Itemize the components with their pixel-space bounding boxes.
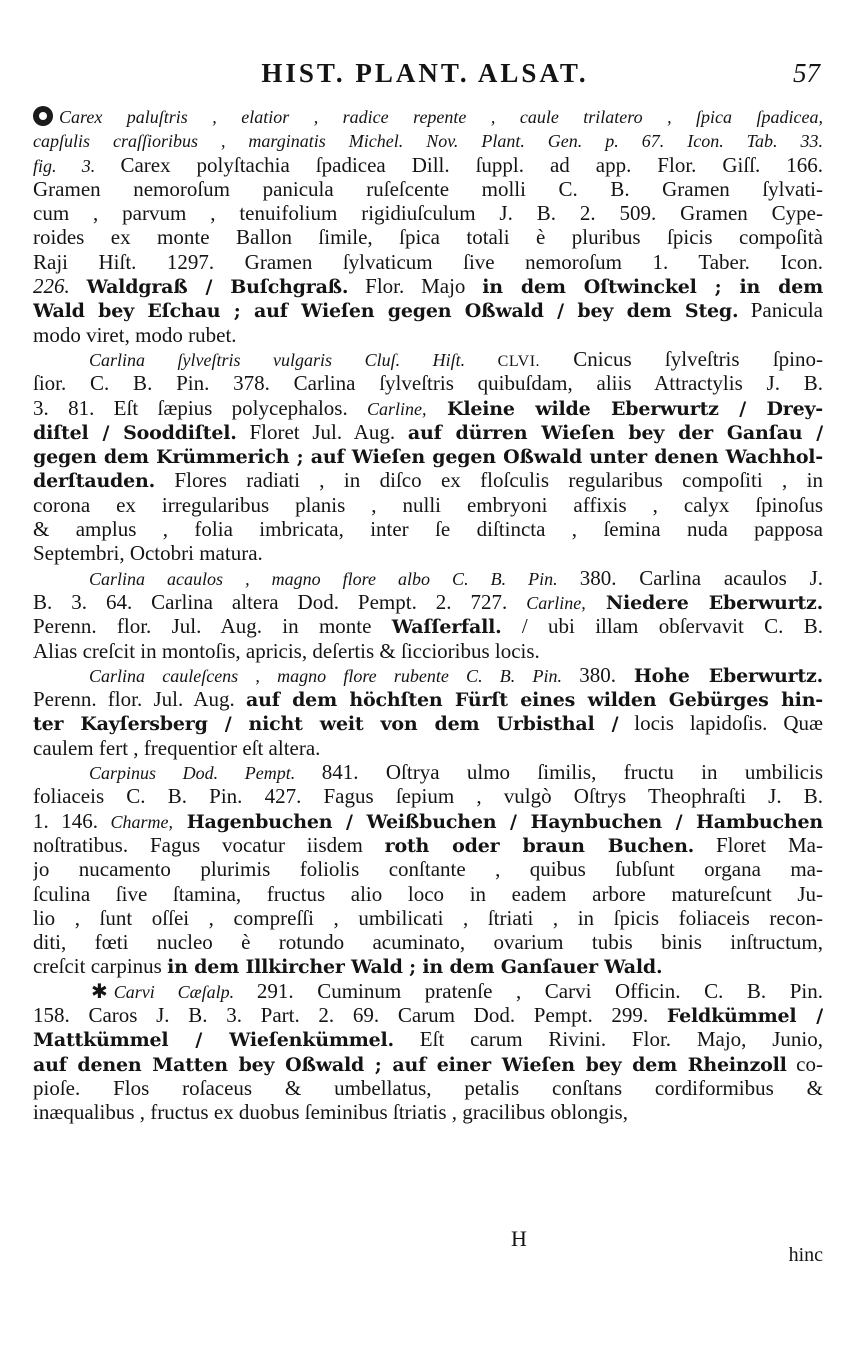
- text-line: [33, 1027, 823, 1051]
- text-line: [33, 736, 823, 760]
- text-line: [33, 371, 823, 395]
- text-segment: in dem Oſtwinckel ; in dem: [482, 276, 823, 299]
- text-line: [33, 930, 823, 954]
- catchword: hinc: [788, 1244, 823, 1266]
- text-segment: Raji Hiſt. 1297. Gramen ſylvaticum ſive nemoroſum 1. Taber. Icon.: [33, 249, 823, 274]
- page-footer: [33, 1226, 823, 1266]
- text-segment: 380. Carlina acaulos J.: [579, 565, 823, 590]
- running-head: [0, 56, 850, 90]
- text-segment: pioſe. Flos roſaceus & umbellatus, petalis conſtans cordiformibus &: [33, 1075, 823, 1100]
- text-segment: corona ex irregularibus planis , nulli embryoni affixis , calyx ſpinoſus: [33, 492, 823, 517]
- text-segment: roth oder braun Buchen.: [384, 834, 695, 857]
- text-segment: foliaceis C. B. Pin. 427. Fagus ſepium , vulgò Oſtrys Theophraſti J. B.: [33, 784, 823, 809]
- text-segment: gegen dem Krümmerich ; auf Wieſen gegen Oßwald unter denen Wachhol-: [33, 446, 823, 469]
- text-segment: lio , ſunt oſſei , compreſſi , umbilicati , ſtriati , in ſpicis foliaceis recon-: [33, 905, 823, 930]
- text-segment: diſtel / Sooddiſtel.: [33, 421, 237, 444]
- text-segment: Alias creſcit in montoſis, apricis, deſertis & ſiccioribus locis.: [33, 638, 540, 663]
- text-line: [33, 541, 823, 565]
- text-line: [33, 760, 823, 784]
- text-segment: Perenn. flor. Jul. Aug.: [33, 687, 246, 712]
- text-segment: CLVI.: [497, 352, 541, 370]
- text-segment: Cnicus ſylveſtris ſpino-: [540, 346, 823, 371]
- text-segment: modo viret, modo rubet.: [33, 322, 237, 347]
- page-number: 57: [793, 58, 820, 88]
- text-segment: 841. Oſtrya ulmo ſimilis, fructu in umbilicis: [321, 760, 823, 785]
- text-segment: Hagenbuchen / Weißbuchen / Haynbuchen / Hambuchen: [173, 810, 823, 833]
- text-segment: creſcit carpinus: [33, 954, 168, 979]
- text-segment: co-: [786, 1051, 823, 1076]
- text-segment: fig. 3.: [33, 155, 121, 176]
- text-line: [33, 1076, 823, 1100]
- text-line: [33, 711, 823, 735]
- text-segment: derſtauden.: [33, 470, 156, 493]
- text-segment: Flor. Majo: [348, 274, 483, 299]
- text-segment: inæqualibus , fructus ex duobus ſeminibus ſtriatis , gracilibus oblongis,: [33, 1100, 628, 1125]
- text-line: [33, 1003, 823, 1027]
- text-line: [33, 201, 823, 225]
- text-segment: locis lapidoſis. Quæ: [618, 711, 823, 736]
- text-segment: Perenn. flor. Jul. Aug. in monte: [33, 614, 392, 639]
- text-segment: 158. Caros J. B. 3. Part. 2. 69. Carum Dod. Pempt. 299.: [33, 1002, 667, 1027]
- text-line: [33, 420, 823, 444]
- text-line: [33, 298, 823, 322]
- text-segment: Flores radiati , in diſco ex floſculis regularibus compoſiti , in: [155, 468, 823, 493]
- text-segment: Carlina acaulos , magno flore albo C. B. Pin.: [89, 568, 580, 589]
- text-segment: Hohe Eberwurtz.: [633, 664, 823, 687]
- text-segment: Kleine wilde Eberwurtz / Drey-: [426, 397, 823, 420]
- text-line: [33, 444, 823, 468]
- text-segment: Carline,: [367, 398, 427, 419]
- text-line: [33, 882, 823, 906]
- text-segment: ſculina ſive ſtamina, fructus alio loco in eadem arbore matureſcunt Ju-: [33, 881, 823, 906]
- text-line: [33, 517, 823, 541]
- text-segment: Carex polyſtachia ſpadicea Dill. ſuppl. ad app. Flor. Giſſ. 166.: [120, 152, 823, 177]
- text-line: [33, 809, 823, 833]
- text-segment: auf denen Matten bey Oßwald ; auf einer Wieſen bey dem Rheinzoll: [33, 1053, 787, 1076]
- running-title: HIST. PLANT. ALSAT.: [261, 58, 589, 88]
- text-segment: roides ex monte Ballon ſimile, ſpica totali è pluribus ſpicis compoſità: [33, 225, 823, 250]
- text-segment: caulem fert , frequentior eſt altera.: [33, 735, 321, 760]
- text-line: [33, 833, 823, 857]
- text-line: [33, 1100, 823, 1124]
- text-segment: Gramen nemoroſum panicula ruſeſcente molli C. B. Gramen ſylvati-: [33, 176, 823, 201]
- text-segment: Carex paluſtris , elatior , radice repente , caule trilatero , ſpica ſpadicea,: [59, 107, 823, 127]
- text-segment: Septembri, Octobri matura.: [33, 541, 263, 566]
- text-segment: Wald bey Eſchau ; auf Wieſen gegen Oßwald / bey dem Steg.: [33, 300, 739, 323]
- text-line: [33, 857, 823, 881]
- text-segment: Eſt carum Rivini. Flor. Majo, Junio,: [393, 1027, 823, 1052]
- text-segment: diti, fœti nucleo è rotundo acuminato, ovarium tubis binis inſtructum,: [33, 930, 823, 955]
- text-segment: Carvi Cæſalp.: [113, 981, 257, 1002]
- text-line: [33, 274, 823, 298]
- text-segment: Charme,: [110, 811, 174, 832]
- text-line: [33, 347, 823, 371]
- text-line: [33, 614, 823, 638]
- text-line: [33, 663, 823, 687]
- text-segment: in dem Illkircher Wald ; in dem Ganſauer Wald.: [167, 956, 663, 979]
- text-line: [33, 128, 823, 152]
- filled-circle-ornament-icon: [33, 106, 53, 126]
- text-line: [33, 468, 823, 492]
- text-segment: B. 3. 64. Carlina altera Dod. Pempt. 2. 727.: [33, 589, 527, 614]
- text-line: [33, 396, 823, 420]
- text-line: [33, 153, 823, 177]
- text-line: [33, 493, 823, 517]
- text-segment: Carlina ſylveſtris vulgaris Cluſ. Hiſt.: [89, 349, 498, 370]
- text-segment: auf dürren Wieſen bey der Ganſau /: [407, 421, 823, 444]
- text-segment: 226.: [33, 274, 87, 299]
- text-line: [33, 687, 823, 711]
- text-segment: Panicula: [738, 298, 823, 323]
- text-line: [33, 225, 823, 249]
- text-segment: capſulis craſſioribus , marginatis Michel. Nov. Plant. Gen. p. 67. Icon. Tab. 33.: [33, 131, 823, 152]
- text-segment: 3. 81. Eſt ſæpius polycephalos.: [33, 395, 368, 420]
- text-line: [33, 177, 823, 201]
- body-text: [33, 104, 823, 1316]
- text-segment: Carlina cauleſcens , magno flore rubente C. B. Pin.: [89, 665, 580, 686]
- text-line: [33, 566, 823, 590]
- text-segment: ſior. C. B. Pin. 378. Carlina ſylveſtris quibuſdam, aliis Attractylis J. B.: [33, 371, 823, 396]
- text-line: [33, 1052, 823, 1076]
- text-segment: auf dem höchſten Fürſt eines wilden Gebürges hin-: [245, 689, 823, 712]
- text-line: [33, 906, 823, 930]
- text-segment: Niedere Eberwurtz.: [585, 591, 823, 614]
- text-segment: Waldgraß / Buſchgraß.: [86, 276, 349, 299]
- text-line: [33, 104, 823, 128]
- text-line: [33, 323, 823, 347]
- text-segment: 380.: [579, 662, 634, 687]
- text-segment: Feldkümmel /: [666, 1004, 823, 1027]
- text-line: [33, 979, 823, 1003]
- asterisk-icon: ✱: [91, 980, 108, 1003]
- text-segment: ter Kayſersberg / nicht weit von dem Urbisthal /: [33, 713, 619, 736]
- text-line: [33, 784, 823, 808]
- text-segment: Carpinus Dod. Pempt.: [89, 763, 322, 784]
- text-segment: Floret Jul. Aug.: [236, 419, 408, 444]
- text-segment: Floret Ma-: [694, 832, 823, 857]
- text-segment: Waſſerfall.: [391, 616, 502, 639]
- text-segment: jo nucamento plurimis foliolis conſtante , quibus ſubſunt organa ma-: [33, 857, 823, 882]
- text-segment: 1. 146.: [33, 808, 111, 833]
- text-segment: noſtratibus. Fagus vocatur iisdem: [33, 832, 385, 857]
- signature-mark: H: [511, 1226, 527, 1251]
- text-line: [33, 590, 823, 614]
- text-segment: 291. Cuminum pratenſe , Carvi Officin. C. B. Pin.: [256, 978, 823, 1003]
- text-segment: Mattkümmel / Wieſenkümmel.: [33, 1029, 394, 1052]
- text-line: [33, 250, 823, 274]
- text-segment: cum , parvum , tenuifolium rigidiuſculum J. B. 2. 509. Gramen Cype-: [33, 201, 823, 226]
- text-line: [33, 954, 823, 978]
- text-segment: / ubi illam obſervavit C. B.: [501, 614, 823, 639]
- text-segment: & amplus , folia imbricata, inter ſe diſtincta , ſemina nuda papposa: [33, 517, 823, 542]
- text-line: [33, 639, 823, 663]
- text-segment: Carline,: [526, 592, 586, 613]
